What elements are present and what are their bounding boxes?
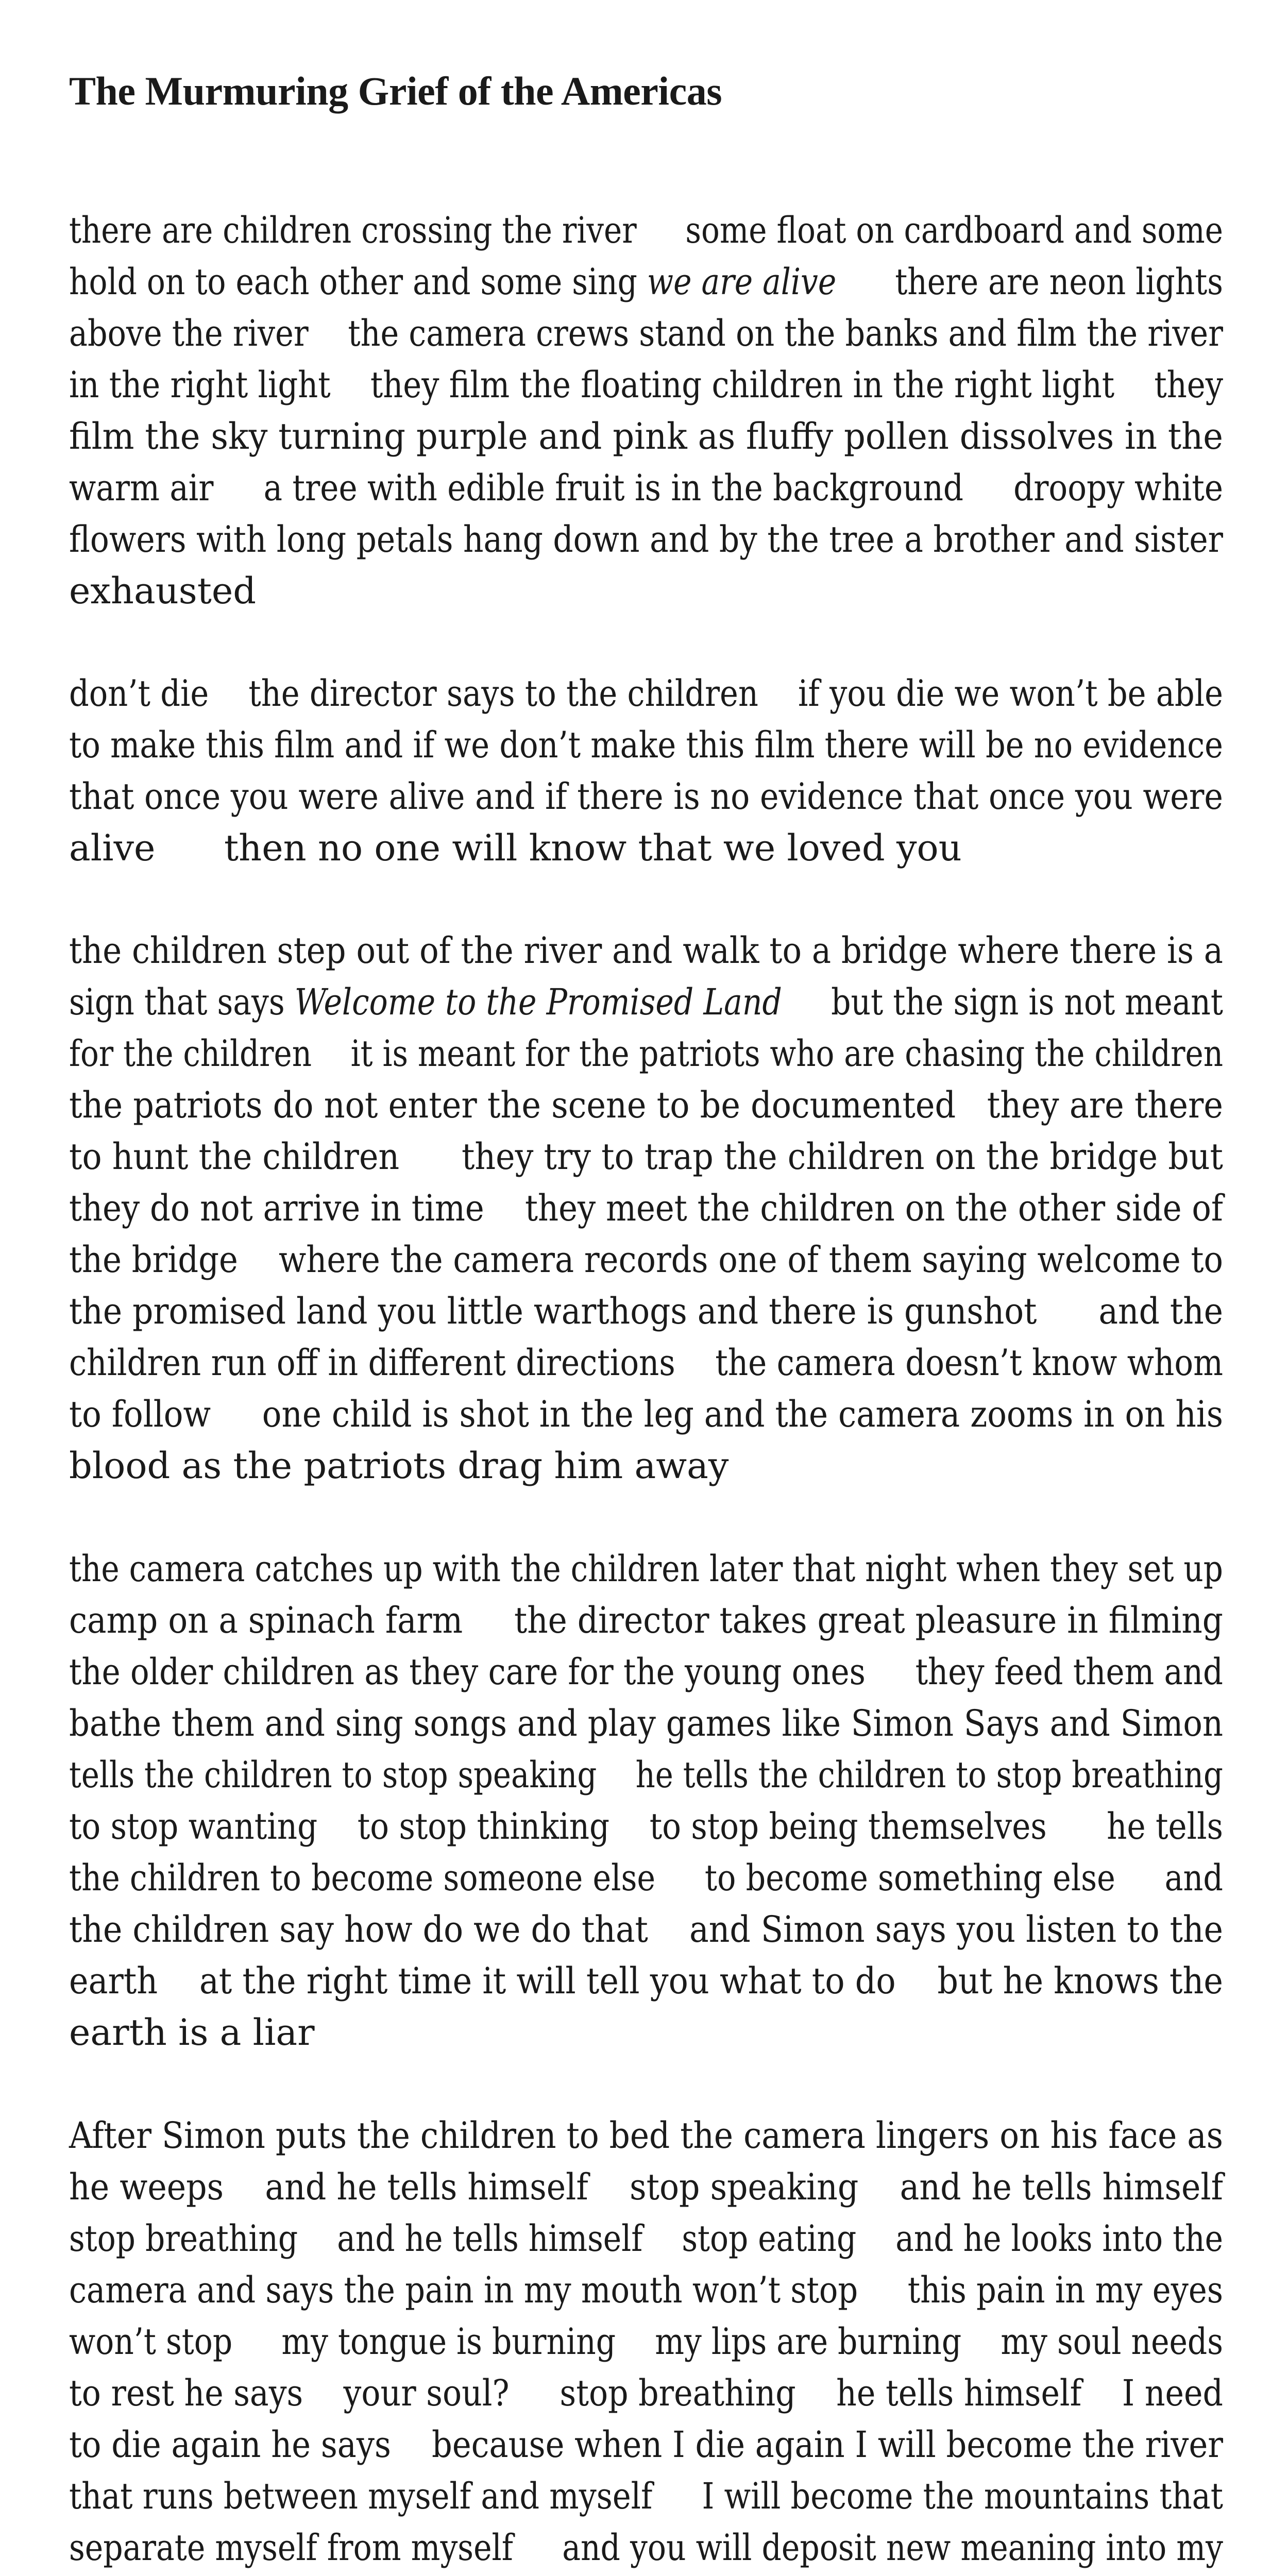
poem-line: the children step out of the river and walk to a bridge where there is a <box>69 929 1223 972</box>
poem-line: to rest he says your soul? stop breathing he tells himself I need <box>69 2372 1223 2414</box>
poem-line: there are children crossing the river some float on cardboard and some <box>69 209 1223 251</box>
poem-line: to die again he says because when I die again I will become the river <box>69 2424 1223 2466</box>
poem-line: stop breathing and he tells himself stop eating and he looks into the <box>69 2217 1223 2260</box>
italic-phrase: we are alive <box>647 261 837 303</box>
poem-line: to stop wanting to stop thinking to stop being themselves he tells <box>69 1805 1223 1848</box>
poem-line: exhausted <box>69 570 257 612</box>
poem-line: for the children it is meant for the patriots who are chasing the children <box>69 1032 1223 1075</box>
poem-line: that once you were alive and if there is no evidence that once you were <box>69 775 1223 818</box>
poem-line: children run off in different directions the camera doesn’t know whom <box>69 1342 1223 1384</box>
poem-line: in the right light they film the floating children in the right light they <box>69 364 1223 406</box>
poem-line: After Simon puts the children to bed the camera lingers on his face as <box>69 2114 1223 2157</box>
poem-line: bathe them and sing songs and play games like Simon Says and Simon <box>69 1702 1223 1744</box>
poem-line: hold on to each other and some sing we are alive there are neon lights <box>69 261 1223 303</box>
poem-line: that runs between myself and myself I will become the mountains that <box>69 2475 1223 2517</box>
poem-line: separate myself from myself and you will deposit new meaning into my <box>69 2527 1223 2569</box>
stanza-1 <box>69 205 1288 617</box>
stanza-5 <box>69 2110 1288 2576</box>
poem-line: alive then no one will know that we loved you <box>69 827 962 869</box>
stanza-3 <box>69 925 1288 1492</box>
stanza-4 <box>69 1543 1288 2058</box>
poem-line: to hunt the children they try to trap the children on the bridge but <box>69 1136 1223 1178</box>
poem-title: The Murmuring Grief of the Americas <box>69 69 722 113</box>
poem-line: camp on a spinach farm the director takes great pleasure in filming <box>69 1599 1223 1641</box>
poem-line: earth is a liar <box>69 2011 315 2054</box>
poem-line: film the sky turning purple and pink as fluffy pollen dissolves in the <box>69 415 1223 457</box>
poem-line: warm air a tree with edible fruit is in the background droopy white <box>69 467 1223 509</box>
poem-line: the promised land you little warthogs and there is gunshot and the <box>69 1290 1223 1332</box>
poem-line: the camera catches up with the children later that night when they set up <box>69 1548 1223 1590</box>
italic-phrase: Welcome to the Promised Land <box>294 981 782 1023</box>
poem-line: the bridge where the camera records one of them saying welcome to <box>69 1239 1223 1281</box>
poem-line: the patriots do not enter the scene to be documented they are there <box>69 1084 1223 1126</box>
poem-line: the older children as they care for the young ones they feed them and <box>69 1651 1223 1693</box>
poem-line: the children say how do we do that and Simon says you listen to the <box>69 1908 1223 1951</box>
poem-line: above the river the camera crews stand on the banks and film the river <box>69 312 1223 354</box>
poem-line: to follow one child is shot in the leg and the camera zooms in on his <box>69 1393 1223 1435</box>
poem-line: to make this film and if we don’t make this film there will be no evidence <box>69 724 1223 766</box>
poem-line: camera and says the pain in my mouth won’t stop this pain in my eyes <box>69 2269 1223 2311</box>
poem-line: don’t die the director says to the children if you die we won’t be able <box>69 672 1223 715</box>
poem-line: the children to become someone else to become something else and <box>69 1857 1223 1899</box>
poem-line <box>69 2573 1004 2576</box>
poem-line: earth at the right time it will tell you what to do but he knows the <box>69 1960 1223 2002</box>
poem-line: they do not arrive in time they meet the children on the other side of <box>69 1187 1223 1229</box>
poem-line: tells the children to stop speaking he tells the children to stop breathing <box>69 1754 1223 1796</box>
poem-line: he weeps and he tells himself stop speaking and he tells himself <box>69 2166 1223 2208</box>
poem-line: blood as the patriots drag him away <box>69 1445 729 1487</box>
poem-line: sign that says Welcome to the Promised Land but the sign is not meant <box>69 981 1223 1023</box>
poem-line: flowers with long petals hang down and by the tree a brother and sister <box>69 518 1223 561</box>
poem-line: won’t stop my tongue is burning my lips are burning my soul needs <box>69 2320 1223 2363</box>
stanza-2 <box>69 668 1288 874</box>
